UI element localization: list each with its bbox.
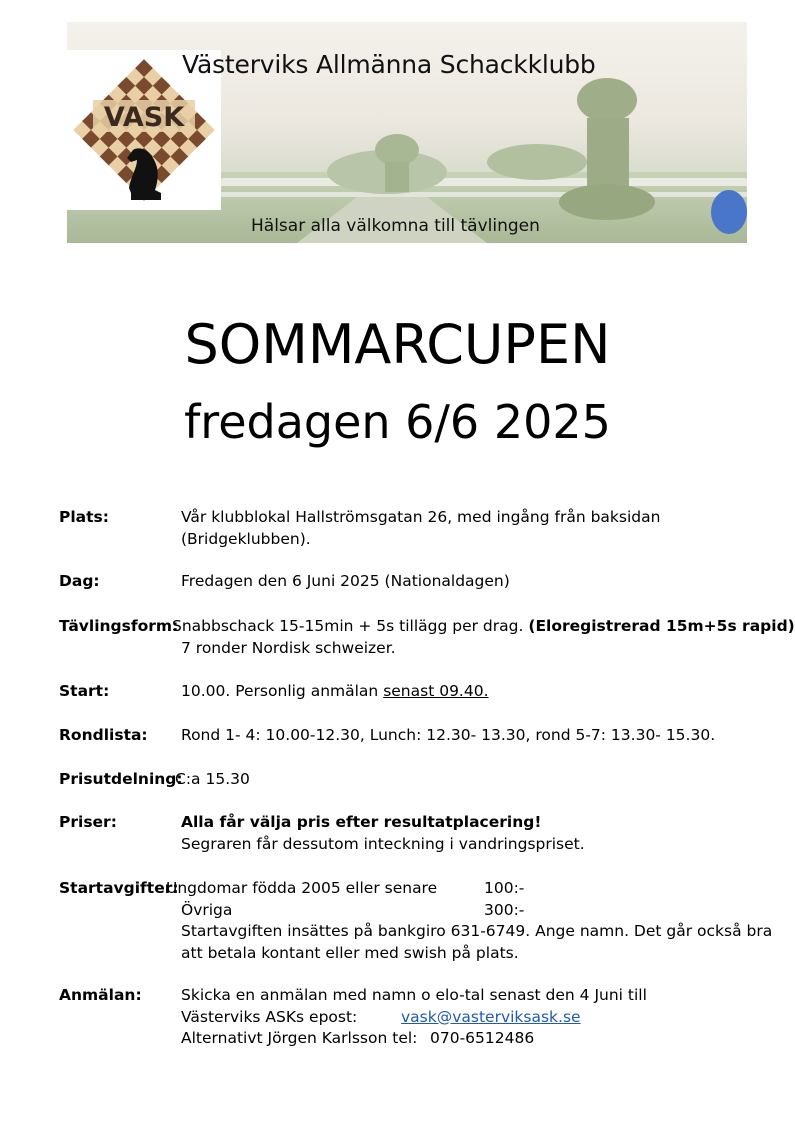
priser-line1: Alla får välja pris efter resultatplacering! — [181, 813, 542, 831]
event-title: SOMMARCUPEN — [184, 313, 611, 376]
anmalan-phone-text: Alternativt Jörgen Karlsson tel: — [181, 1029, 418, 1047]
priser-line2: Segraren får dessutom inteckning i vandringspriset. — [181, 834, 585, 853]
prisutdelning-value: C:a 15.30 — [175, 770, 250, 788]
anmalan-label: Anmälan: — [59, 986, 142, 1004]
startavgifter-line2-text: Övriga — [181, 900, 233, 919]
startavgifter-label: Startavgifter: — [59, 879, 179, 897]
plats-label: Plats: — [59, 508, 109, 526]
plats-line1: Vår klubblokal Hallströmsgatan 26, med ingång från baksidan — [181, 508, 661, 526]
rondlista-label: Rondlista: — [59, 726, 148, 744]
tavlingsform-line1 — [172, 616, 795, 638]
startavgifter-line1-text: Ungdomar födda 2005 eller senare — [166, 879, 438, 897]
priser-label: Priser: — [59, 813, 117, 831]
header-banner — [67, 22, 747, 243]
tavlingsform-line2: 7 ronder Nordisk schweizer. — [181, 638, 396, 657]
event-date: fredagen 6/6 2025 — [184, 395, 611, 449]
dag-label: Dag: — [59, 572, 100, 590]
phone-number: 070-6512486 — [430, 1029, 535, 1047]
logo-text: VASK — [103, 102, 185, 133]
tavlingsform-label: Tävlingsform: — [59, 617, 179, 635]
startavgifter-line1-price: 100:- — [484, 879, 525, 897]
banner-welcome-text: Hälsar alla välkomna till tävlingen — [251, 216, 540, 236]
startavgifter-line2-price: 300:- — [484, 900, 525, 919]
club-name: Västerviks Allmänna Schackklubb — [182, 50, 596, 79]
start-value-line — [181, 681, 489, 703]
start-deadline: senast 09.40. — [383, 682, 489, 700]
startavgifter-line4: att betala kontant eller med swish på plats. — [181, 943, 519, 962]
anmalan-email-text: Västerviks ASKs epost: — [181, 1007, 358, 1026]
start-value: 10.00. Personlig anmälan — [181, 682, 379, 700]
plats-line2: (Bridgeklubben). — [181, 529, 311, 548]
dag-value: Fredagen den 6 Juni 2025 (Nationaldagen) — [181, 572, 510, 590]
anmalan-line1: Skicka en anmälan med namn o elo-tal senast den 4 Juni till — [181, 986, 647, 1004]
prisutdelning-label: Prisutdelning: — [59, 770, 183, 788]
start-label: Start: — [59, 682, 110, 700]
tavlingsform-format: Snabbschack 15-15min + 5s tillägg per drag. — [172, 617, 524, 635]
startavgifter-line3: Startavgiften insättes på bankgiro 631-6749. Ange namn. Det går också bra — [181, 922, 773, 940]
email-link[interactable]: vask@vasterviksask.se — [401, 1007, 581, 1026]
tavlingsform-rating: (Eloregistrerad 15m+5s rapid) — [528, 617, 795, 635]
rondlista-value: Rond 1- 4: 10.00-12.30, Lunch: 12.30- 13.30, rond 5-7: 13.30- 15.30. — [181, 726, 716, 744]
